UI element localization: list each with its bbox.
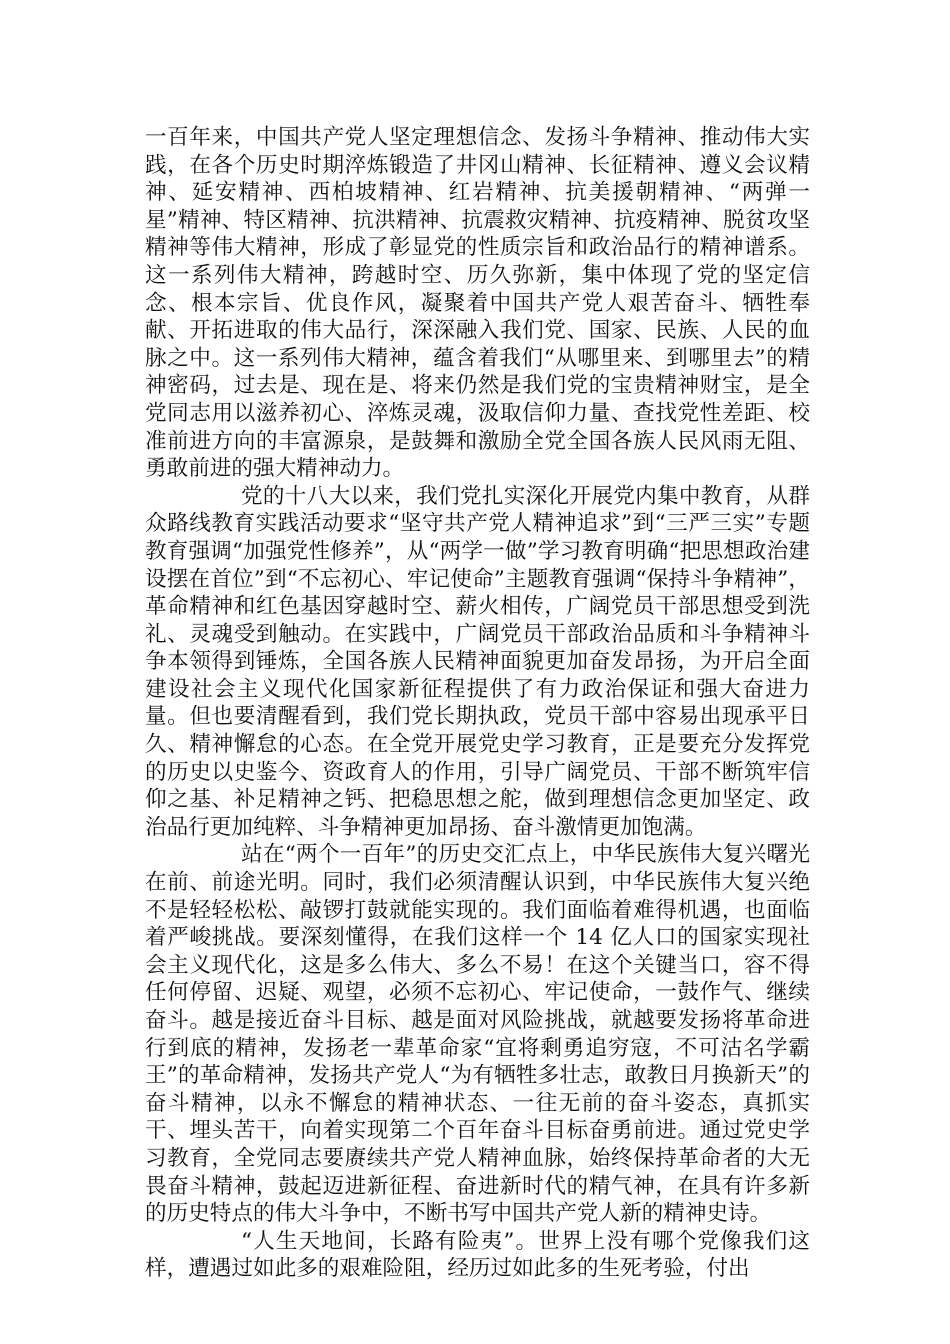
paragraph-party-education: 党的十八大以来，我们党扎实深化开展党内集中教育，从群众路线教育实践活动要求“坚守共产党人精神追求”到“三严三实”专题教育强调“加强党性修养”，从“两学一做”学习教育明确“把思想政治建设摆在首位”到“不忘初心、牢记使命”主题教育强调“保持斗争精神”，革命精神和红色基因穿越时空、薪火相传，广阔党员干部思想受到洗礼、灵魂受到触动。在实践中，广阔党员干部政治品质和斗争精神斗争本领得到锤炼，全国各族人民精神面貌更加奋发昂扬，为开启全面建设社会主义现代化国家新征程提供了有力政治保证和强大奋进力量。但也要清醒看到，我们党长期执政，党员干部中容易出现承平日久、精神懈怠的心态。在全党开展党史学习教育，正是要充分发挥党的历史以史鉴今、资政育人的作用，引导广阔党员、干部不断筑牢信仰之基、补足精神之钙、把稳思想之舵，做到理想信念更加坚定、政治品行更加纯粹、斗争精神更加昂扬、奋斗激情更加饱满。 [145, 483, 810, 840]
paragraph-spirit-lineage: 一百年来，中国共产党人坚定理想信念、发扬斗争精神、推动伟大实践，在各个历史时期淬炼锻造了井冈山精神、长征精神、遵义会议精神、延安精神、西柏坡精神、红岩精神、抗美援朝精神、“两弹一星”精神、特区精神、抗洪精神、抗震救灾精神、抗疫精神、脱贫攻坚精神等伟大精神，形成了彰显党的性质宗旨和政治品行的精神谱系。这一系列伟大精神，跨越时空、历久弥新，集中体现了党的坚定信念、根本宗旨、优良作风，凝聚着中国共产党人艰苦奋斗、牺牲奉献、开拓进取的伟大品行，深深融入我们党、国家、民族、人民的血脉之中。这一系列伟大精神，蕴含着我们“从哪里来、到哪里去”的精神密码，过去是、现在是、将来仍然是我们党的宝贵精神财宝，是全党同志用以滋养初心、淬炼灵魂，汲取信仰力量、查找党性差距、校准前进方向的丰富源泉，是鼓舞和激励全党全国各族人民风雨无阻、勇敢前进的强大精神动力。 [145, 125, 810, 482]
paragraph-hardships: “人生天地间，长路有险夷”。世界上没有哪个党像我们这样，遭遇过如此多的艰难险阻，经历过如此多的生死考验，付出 [145, 1228, 810, 1282]
paragraph-historic-convergence: 站在“两个一百年”的历史交汇点上，中华民族伟大复兴曙光在前、前途光明。同时，我们必须清醒认识到，中华民族伟大复兴绝不是轻轻松松、敲锣打鼓就能实现的。我们面临着难得机遇，也面临着严峻挑战。要深刻懂得，在我们这样一个 14 亿人口的国家实现社会主义现代化，这是多么伟大、多么不易！在这个关键当口，容不得任何停留、迟疑、观望，必须不忘初心、牢记使命，一鼓作气、继续奋斗。越是接近奋斗目标、越是面对风险挑战，就越要发扬将革命进行到底的精神，发扬老一辈革命家“宜将剩勇追穷寇，不可沽名学霸王”的革命精神，发扬共产党人“为有牺牲多壮志，敢教日月换新天”的奋斗精神，以永不懈怠的精神状态、一往无前的奋斗姿态，真抓实干、埋头苦干，向着实现第二个百年奋斗目标奋勇前进。通过党史学习教育，全党同志要赓续共产党人精神血脉，始终保持革命者的大无畏奋斗精神，鼓起迈进新征程、奋进新时代的精气神，在具有许多新的历史特点的伟大斗争中，不断书写中国共产党人新的精神史诗。 [145, 842, 810, 1227]
body-text [145, 124, 810, 1283]
